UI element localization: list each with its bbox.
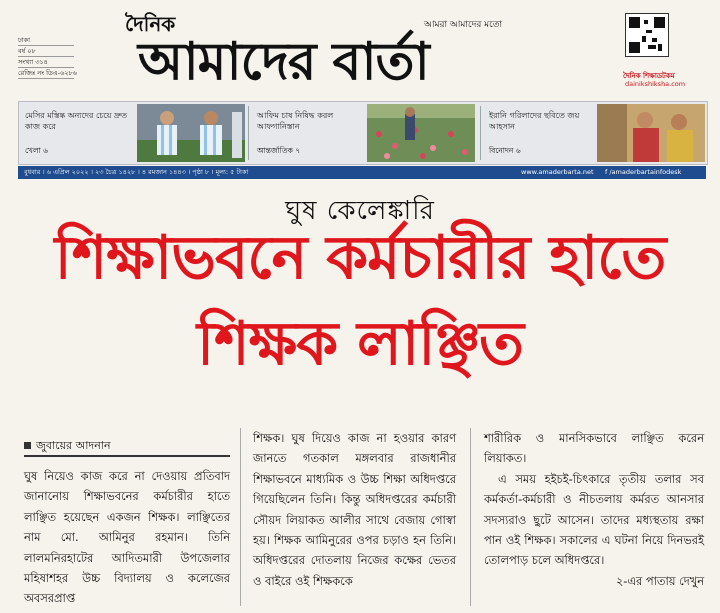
teaser-text: ইরানি গরিলাদের ছবিতে জয় আহসান: [489, 111, 580, 131]
facebook-link[interactable]: f /amaderbartainfodesk: [605, 168, 682, 176]
qr-caption-brand: দৈনিক শিক্ষাডটকম: [623, 72, 675, 80]
story-column-3-para-2: এ সময় হইচই-চিৎকারে তৃতীয় তলার সব কর্মকর্তা-কর্মচারী ও নীচতলায় কর্মরত আনসার সদস্যরাও ছুটে আসেন। তাদের মধ্যস্থতায় রক্ষা পান ওই শিক্ষক। সকালের এ ঘটনা নিয়ে দিনভরই তোলপাড় চলে অধিদপ্তরে।: [484, 471, 704, 568]
teaser-sports[interactable]: [19, 102, 247, 164]
continued-note[interactable]: ২-এর পাতায় দেখুন: [615, 573, 704, 588]
football-players-photo: [137, 104, 245, 162]
meta-year: বর্ষ ০৮: [18, 46, 74, 57]
masthead-daily: দৈনিক: [125, 12, 176, 36]
teaser-section: আন্তর্জাতিক ৭: [257, 146, 301, 155]
teaser-text: আফিম চাষ নিষিদ্ধ করল আফগানিস্তান: [257, 111, 334, 131]
teaser-strip: [18, 101, 708, 165]
column-divider: [240, 428, 241, 606]
date-line: বুধবার । ৬ এপ্রিল ২০২২ । ২৩ চৈত্র ১৪২৮ । ৪ রমজান ১৪৪৩ । পৃষ্ঠা ৮ । মূল্য: ৫ টাকা: [24, 168, 249, 176]
movie-scene-photo: [597, 104, 705, 162]
qr-caption-url[interactable]: dainikshiksha.com: [625, 80, 686, 88]
byline-bullet-icon: [24, 442, 31, 449]
column-divider: [470, 428, 471, 606]
website-link[interactable]: www.amaderbarta.net: [521, 168, 594, 176]
byline-rule: [24, 455, 230, 457]
story-column-3: [484, 428, 704, 591]
teaser-text: মেসির মস্তিষ্ক অন্যদের চেয়ে দ্রুত কাজ করে: [25, 111, 128, 131]
teaser-international[interactable]: [251, 102, 479, 164]
masthead-title: আমাদের বার্তা: [138, 31, 429, 92]
meta-issue: সংখ্যা ৩১৪: [18, 57, 74, 68]
teaser-entertainment[interactable]: [483, 102, 707, 164]
teaser-section: বিনোদন ৬: [489, 146, 521, 155]
meta-reg: রেজিঃ নং ডিএ-৬২৮৬: [18, 69, 77, 77]
headline-line-2: শিক্ষক লাঞ্ছিত: [197, 309, 523, 379]
story-kicker: ঘুষ কেলেঙ্কারি: [285, 196, 435, 226]
teaser-section: খেলা ৬: [25, 146, 48, 155]
poppy-field-photo: [367, 104, 475, 162]
meta-city: ঢাকা: [18, 35, 74, 46]
story-column-1: ঘুষ নিয়েও কাজ করে না দেওয়ায় প্রতিবাদ জানানোয় শিক্ষাভবনের কর্মচারীর হাতে লাঞ্ছিত হয়েছেন একজন শিক্ষক। লাঞ্ছিতের নাম মো. আমিনুর রহমান। তিনি লালমনিরহাটের আদিতমারী উপজেলার মহিষাশহর উচ্চ বিদ্যালয় ও কলেজের অবসরপ্রাপ্ত: [24, 469, 230, 606]
story-column-3-para-1: শারীরিক ও মানসিকভাবে লাঞ্ছিত করেন লিয়াকত।: [484, 431, 704, 466]
edition-meta: [18, 35, 77, 79]
byline-author: জুবায়ের আদনান: [36, 439, 111, 452]
masthead-slogan: আমরা আমাদের মতো: [424, 20, 503, 30]
story-column-2: শিক্ষক। ঘুষ দিয়েও কাজ না হওয়ার কারণ জানতে গতকাল মঙ্গলবার রাজধানীর শিক্ষাভবনে মাধ্যমিক ও উচ্চ শিক্ষা অধিদপ্তরে গিয়েছিলেন তিনি। কিন্তু অধিদপ্তরের কর্মচারী সৌয়দ লিয়াকত আলীর সাথে বেজায় গোস্বা হয়। শিক্ষক আমিনুরের ওপর চড়াও হন তিনি। অধিদপ্তরের দোতলায় নিজের কক্ষের ভেতর ও বাইরে ওই শিক্ষককে: [253, 431, 456, 588]
qr-code-icon: [625, 13, 669, 57]
byline: [24, 437, 111, 456]
date-bar: [18, 166, 706, 179]
headline-line-1: শিক্ষাভবনে কর্মচারীর হাতে: [54, 223, 666, 293]
